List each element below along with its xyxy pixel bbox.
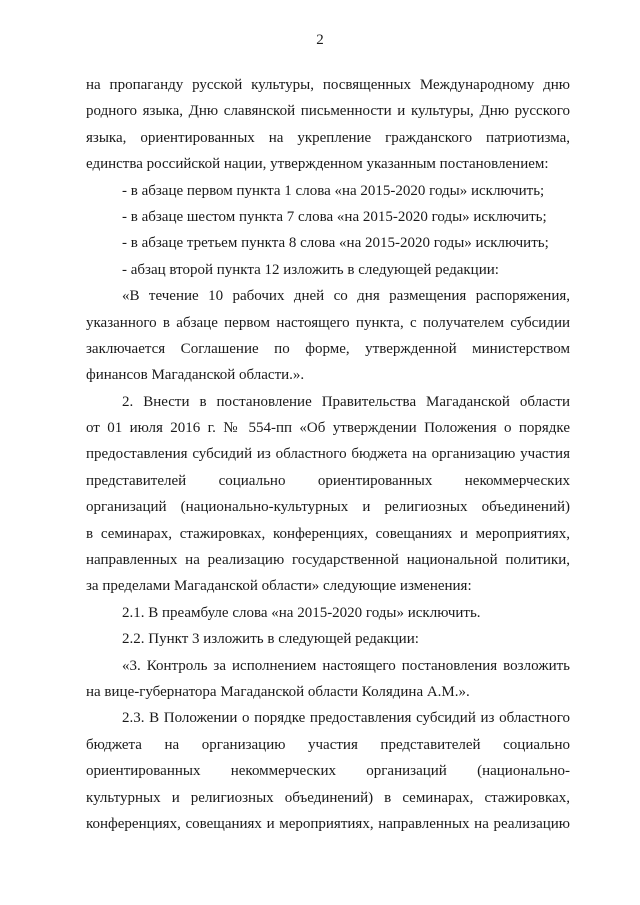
text-line: - в абзаце третьем пункта 8 слова «на 2015-2020 годы» исключить; (122, 235, 549, 252)
text-line: - в абзаце шестом пункта 7 слова «на 2015-2020 годы» исключить; (122, 208, 547, 225)
text-line: языка, ориентированных на укрепление гражданского патриотизма, (86, 129, 570, 146)
text-line: в семинарах, стажировках, конференциях, совещаниях и мероприятиях, (86, 525, 570, 542)
text-line: 2.3. В Положении о порядке предоставления субсидий из областного (122, 710, 570, 727)
text-line: культурных и религиозных объединений) в семинарах, стажировках, (86, 789, 570, 806)
text-line: на пропаганду русской культуры, посвященных Международному дню (86, 77, 570, 93)
text-line: предоставления субсидий из областного бюджета на организацию участия (86, 446, 570, 463)
page-number: 2 (316, 32, 324, 48)
text-line: 2. Внести в постановление Правительства Магаданской области (122, 393, 570, 410)
text-line: - абзац второй пункта 12 изложить в следующей редакции: (122, 261, 499, 278)
text-line: заключается Соглашение по форме, утвержденной министерством (86, 340, 570, 357)
text-line: на вице-губернатора Магаданской области Колядина А.М.». (86, 683, 470, 700)
text-line: конференциях, совещаниях и мероприятиях, направленных на реализацию (86, 815, 570, 832)
text-line: ориентированных некоммерческих организаций (национально- (86, 763, 570, 780)
text-line: 2.1. В преамбуле слова «на 2015-2020 годы» исключить. (122, 604, 481, 621)
text-line: организаций (национально-культурных и религиозных объединений) (86, 499, 570, 516)
text-line: от 01 июля 2016 г. № 554-пп «Об утверждении Положения о порядке (86, 420, 570, 437)
text-line: за пределами Магаданской области» следующие изменения: (86, 578, 472, 595)
body-text (86, 72, 570, 837)
text-line: «3. Контроль за исполнением настоящего постановления возложить (122, 657, 570, 674)
text-line: финансов Магаданской области.». (86, 367, 305, 384)
text-line: бюджета на организацию участия представителей социально (86, 736, 570, 753)
text-line: направленных на реализацию государственной национальной политики, (86, 552, 570, 569)
text-line: указанного в абзаце первом настоящего пункта, с получателем субсидии (86, 314, 570, 331)
text-line: единства российской нации, утвержденном указанным постановлением: (86, 156, 549, 173)
text-line: родного языка, Дню славянской письменности и культуры, Дню русского (86, 103, 570, 120)
text-line: «В течение 10 рабочих дней со дня размещения распоряжения, (122, 288, 570, 305)
text-line: представителей социально ориентированных некоммерческих (86, 472, 570, 489)
text-line: - в абзаце первом пункта 1 слова «на 2015-2020 годы» исключить; (122, 182, 545, 199)
text-line: 2.2. Пункт 3 изложить в следующей редакции: (122, 631, 419, 648)
